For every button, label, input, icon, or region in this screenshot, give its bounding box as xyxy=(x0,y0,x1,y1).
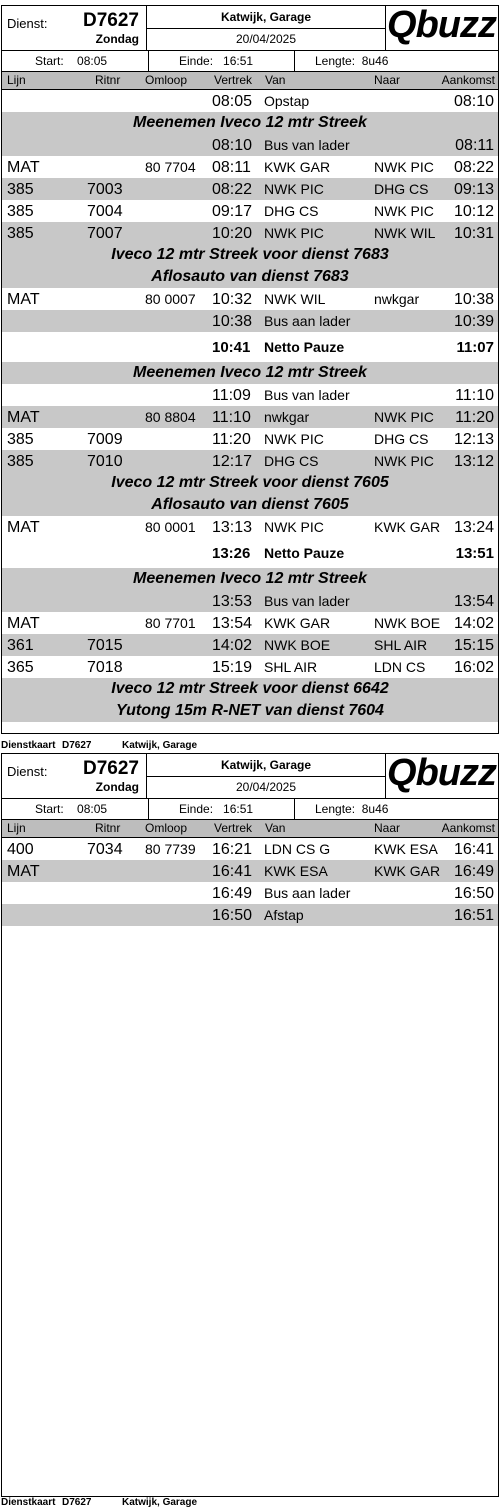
end-label: Einde: xyxy=(179,802,214,816)
cell-omloop: 80 7704 xyxy=(145,159,196,175)
cell-vertrek: 10:20 xyxy=(212,225,253,242)
cell-van: KWK GAR xyxy=(264,615,331,631)
cell-aankomst: 10:12 xyxy=(453,203,494,220)
cell-lijn: 385 xyxy=(7,225,34,242)
col-ritnr: Ritnr xyxy=(95,821,121,835)
pause-end: 13:51 xyxy=(455,545,494,562)
column-header xyxy=(2,72,498,90)
cell-lijn: MAT xyxy=(7,159,40,176)
duty-card-page-2 xyxy=(1,753,499,1497)
pause-start: 10:41 xyxy=(212,339,251,356)
trip-row xyxy=(2,428,498,450)
cell-van: DHG CS xyxy=(264,453,319,469)
cell-aankomst: 14:02 xyxy=(453,615,494,632)
cell-aankomst: 16:49 xyxy=(453,863,494,880)
cell-naar: NWK WIL xyxy=(374,225,436,241)
trip-row xyxy=(2,838,498,860)
cell-lijn: MAT xyxy=(7,409,40,426)
cell-naar: NWK BOE xyxy=(374,615,441,631)
cell-vertrek: 15:19 xyxy=(212,659,253,676)
section-banner: Meenemen Iveco 12 mtr Streek xyxy=(2,568,498,590)
footer-location: Katwijk, Garage xyxy=(122,1497,198,1508)
trip-row xyxy=(2,882,498,904)
cell-vertrek: 11:10 xyxy=(212,409,251,426)
cell-aankomst: 16:02 xyxy=(453,659,494,676)
cell-van: NWK PIC xyxy=(264,181,324,197)
cell-vertrek: 16:21 xyxy=(212,841,253,858)
cell-van: NWK BOE xyxy=(264,637,331,653)
col-ritnr: Ritnr xyxy=(95,73,121,87)
footer-label: Dienstkaart xyxy=(1,740,56,751)
cell-naar: SHL AIR xyxy=(374,637,428,653)
col-omloop: Omloop xyxy=(145,73,188,87)
footer-code: D7627 xyxy=(62,740,92,751)
column-header xyxy=(2,820,498,838)
cell-aankomst: 08:11 xyxy=(455,137,494,154)
cell-van: Bus aan lader xyxy=(264,885,351,901)
cell-ritnr: 7003 xyxy=(87,181,123,198)
col-lijn: Lijn xyxy=(7,73,26,87)
col-naar: Naar xyxy=(374,73,401,87)
cell-lijn: 385 xyxy=(7,181,34,198)
section-banner: Iveco 12 mtr Streek voor dienst 6642 xyxy=(2,678,498,700)
trip-list xyxy=(2,838,498,926)
trip-row xyxy=(2,134,498,156)
cell-van: NWK WIL xyxy=(264,291,326,307)
trip-row xyxy=(2,222,498,244)
header-center xyxy=(146,6,386,50)
card-header xyxy=(2,754,498,799)
cell-lijn: 385 xyxy=(7,453,34,470)
cell-aankomst: 10:31 xyxy=(453,225,494,242)
cell-vertrek: 08:22 xyxy=(212,181,253,198)
end-label: Einde: xyxy=(179,54,214,68)
cell-lijn: 385 xyxy=(7,431,34,448)
cell-vertrek: 12:17 xyxy=(212,453,253,470)
cell-ritnr: 7015 xyxy=(87,637,123,654)
trip-row xyxy=(2,384,498,406)
cell-vertrek: 13:54 xyxy=(212,615,253,632)
cell-naar: NWK PIC xyxy=(374,453,434,469)
cell-vertrek: 09:17 xyxy=(212,203,253,220)
cell-omloop: 80 0007 xyxy=(145,291,196,307)
cell-lijn: MAT xyxy=(7,519,40,536)
qbuzz-logo: Qbuzz xyxy=(387,4,496,46)
qbuzz-logo: Qbuzz xyxy=(387,752,496,794)
pause-label: Netto Pauze xyxy=(264,545,345,561)
cell-naar: nwkgar xyxy=(374,291,420,307)
cell-omloop: 80 8804 xyxy=(145,409,196,425)
cell-aankomst: 13:24 xyxy=(453,519,494,536)
cell-vertrek: 10:32 xyxy=(212,291,253,308)
length-label: Lengte: xyxy=(315,802,356,816)
cell-vertrek: 10:38 xyxy=(212,313,253,330)
cell-ritnr: 7004 xyxy=(87,203,123,220)
cell-aankomst: 12:13 xyxy=(453,431,494,448)
cell-aankomst: 11:20 xyxy=(455,409,494,426)
trip-row xyxy=(2,516,498,538)
col-omloop: Omloop xyxy=(145,821,188,835)
length-value: 8u46 xyxy=(361,54,389,68)
cell-naar: KWK ESA xyxy=(374,841,438,857)
cell-vertrek: 16:50 xyxy=(212,907,253,924)
dienst-label: Dienst: xyxy=(7,764,48,779)
pause-row xyxy=(2,538,498,568)
cell-lijn: MAT xyxy=(7,863,40,880)
section-banner: Aflosauto van dienst 7683 xyxy=(2,266,498,288)
cell-van: Bus van lader xyxy=(264,137,350,153)
start-cell xyxy=(2,51,148,71)
trip-row xyxy=(2,860,498,882)
duty-code: D7627 xyxy=(83,10,139,31)
trip-row xyxy=(2,288,498,310)
cell-van: nwkgar xyxy=(264,409,310,425)
cell-vertrek: 13:13 xyxy=(212,519,253,536)
cell-van: Opstap xyxy=(264,93,310,109)
start-time: 08:05 xyxy=(77,802,108,816)
cell-aankomst: 08:10 xyxy=(453,93,494,110)
cell-lijn: MAT xyxy=(7,615,40,632)
cell-naar: NWK PIC xyxy=(374,409,434,425)
cell-ritnr: 7010 xyxy=(87,453,123,470)
cell-vertrek: 16:41 xyxy=(212,863,253,880)
trip-row xyxy=(2,156,498,178)
depot-location: Katwijk, Garage xyxy=(147,6,385,29)
trip-row xyxy=(2,612,498,634)
cell-ritnr: 7007 xyxy=(87,225,123,242)
duty-date: 20/04/2025 xyxy=(235,780,297,794)
cell-aankomst: 10:38 xyxy=(453,291,494,308)
length-cell xyxy=(294,51,499,71)
footer-location: Katwijk, Garage xyxy=(122,740,198,751)
start-time: 08:05 xyxy=(77,54,108,68)
cell-naar: KWK GAR xyxy=(374,863,441,879)
cell-aankomst: 13:54 xyxy=(453,593,494,610)
cell-lijn: 361 xyxy=(7,637,34,654)
section-banner: Aflosauto van dienst 7605 xyxy=(2,494,498,516)
cell-vertrek: 08:05 xyxy=(212,93,253,110)
cell-aankomst: 08:22 xyxy=(453,159,494,176)
trip-row xyxy=(2,450,498,472)
cell-vertrek: 08:10 xyxy=(212,137,253,154)
cell-van: Afstap xyxy=(264,907,304,923)
length-value: 8u46 xyxy=(361,802,389,816)
duty-times xyxy=(2,799,498,820)
footer-code: D7627 xyxy=(62,1497,92,1508)
cell-van: Bus aan lader xyxy=(264,313,351,329)
cell-omloop: 80 7739 xyxy=(145,841,196,857)
cell-van: KWK ESA xyxy=(264,863,328,879)
cell-aankomst: 16:51 xyxy=(453,907,494,924)
length-label: Lengte: xyxy=(315,54,356,68)
footer-label: Dienstkaart xyxy=(1,1497,56,1508)
start-label: Start: xyxy=(35,54,64,68)
pause-label: Netto Pauze xyxy=(264,339,345,355)
cell-van: LDN CS G xyxy=(264,841,331,857)
card-header xyxy=(2,6,498,51)
cell-aankomst: 10:39 xyxy=(453,313,494,330)
cell-aankomst: 11:10 xyxy=(455,387,494,404)
cell-ritnr: 7009 xyxy=(87,431,123,448)
end-time: 16:51 xyxy=(223,54,254,68)
col-aankomst: Aankomst xyxy=(441,73,495,87)
cell-van: NWK PIC xyxy=(264,519,324,535)
cell-vertrek: 11:09 xyxy=(212,387,251,404)
cell-aankomst: 16:41 xyxy=(453,841,494,858)
col-lijn: Lijn xyxy=(7,821,26,835)
duty-date: 20/04/2025 xyxy=(235,32,297,46)
cell-van: NWK PIC xyxy=(264,225,324,241)
trip-row xyxy=(2,310,498,332)
cell-omloop: 80 0001 xyxy=(145,519,196,535)
length-cell xyxy=(294,799,499,819)
cell-vertrek: 08:11 xyxy=(212,159,251,176)
cell-van: Bus van lader xyxy=(264,387,350,403)
cell-vertrek: 16:49 xyxy=(212,885,253,902)
cell-vertrek: 11:20 xyxy=(212,431,251,448)
col-naar: Naar xyxy=(374,821,401,835)
header-center xyxy=(146,754,386,798)
dienst-label: Dienst: xyxy=(7,16,48,31)
col-aankomst: Aankomst xyxy=(441,821,495,835)
cell-lijn: 400 xyxy=(7,841,34,858)
duty-day: Zondag xyxy=(95,32,139,46)
cell-van: SHL AIR xyxy=(264,659,318,675)
depot-location: Katwijk, Garage xyxy=(147,754,385,777)
trip-row xyxy=(2,590,498,612)
cell-ritnr: 7034 xyxy=(87,841,123,858)
duty-day: Zondag xyxy=(95,780,139,794)
trip-row xyxy=(2,90,498,112)
trip-row xyxy=(2,406,498,428)
duty-card-page-1 xyxy=(1,5,499,734)
cell-omloop: 80 7701 xyxy=(145,615,196,631)
col-vertrek: Vertrek xyxy=(214,821,253,835)
cell-naar: NWK PIC xyxy=(374,203,434,219)
cell-lijn: 385 xyxy=(7,203,34,220)
section-banner: Meenemen Iveco 12 mtr Streek xyxy=(2,362,498,384)
cell-naar: DHG CS xyxy=(374,431,429,447)
cell-van: KWK GAR xyxy=(264,159,331,175)
cell-aankomst: 09:13 xyxy=(453,181,494,198)
cell-naar: NWK PIC xyxy=(374,159,434,175)
col-van: Van xyxy=(265,73,286,87)
cell-naar: KWK GAR xyxy=(374,519,441,535)
trip-row xyxy=(2,200,498,222)
cell-aankomst: 15:15 xyxy=(453,637,494,654)
col-van: Van xyxy=(265,821,286,835)
cell-ritnr: 7018 xyxy=(87,659,123,676)
cell-van: Bus van lader xyxy=(264,593,350,609)
duty-times xyxy=(2,51,498,72)
start-label: Start: xyxy=(35,802,64,816)
section-banner: Iveco 12 mtr Streek voor dienst 7605 xyxy=(2,472,498,494)
col-vertrek: Vertrek xyxy=(214,73,253,87)
cell-vertrek: 14:02 xyxy=(212,637,253,654)
cell-naar: LDN CS xyxy=(374,659,426,675)
start-cell xyxy=(2,799,148,819)
pause-row xyxy=(2,332,498,362)
pause-end: 11:07 xyxy=(456,339,494,356)
end-cell xyxy=(148,799,294,819)
duty-code: D7627 xyxy=(83,758,139,779)
section-banner: Yutong 15m R-NET van dienst 7604 xyxy=(2,700,498,722)
trip-row xyxy=(2,634,498,656)
trip-row xyxy=(2,178,498,200)
cell-van: NWK PIC xyxy=(264,431,324,447)
trip-row xyxy=(2,656,498,678)
end-time: 16:51 xyxy=(223,802,254,816)
section-banner: Meenemen Iveco 12 mtr Streek xyxy=(2,112,498,134)
section-banner: Iveco 12 mtr Streek voor dienst 7683 xyxy=(2,244,498,266)
cell-naar: DHG CS xyxy=(374,181,429,197)
cell-vertrek: 13:53 xyxy=(212,593,253,610)
cell-lijn: 365 xyxy=(7,659,34,676)
trip-list xyxy=(2,90,498,722)
cell-lijn: MAT xyxy=(7,291,40,308)
trip-row xyxy=(2,904,498,926)
pause-start: 13:26 xyxy=(212,545,251,562)
end-cell xyxy=(148,51,294,71)
cell-aankomst: 13:12 xyxy=(453,453,494,470)
cell-van: DHG CS xyxy=(264,203,319,219)
cell-aankomst: 16:50 xyxy=(453,885,494,902)
